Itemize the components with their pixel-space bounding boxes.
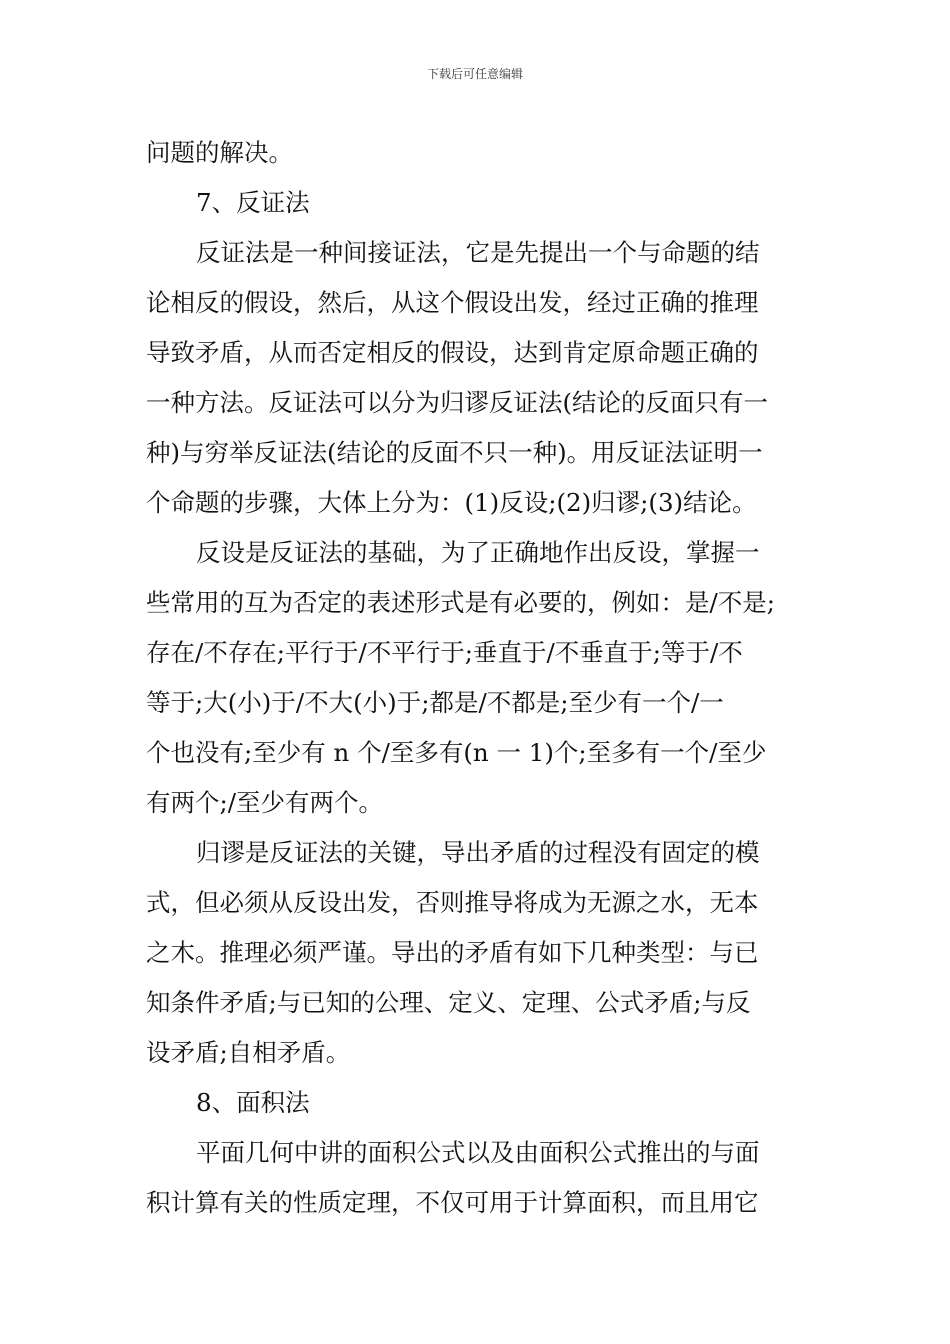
page-header: 下载后可任意编辑 [426, 67, 523, 81]
text-line: 有两个;/至少有两个。 [146, 788, 384, 817]
text-line: 个也没有;至少有 n 个/至多有(n 一 1)个;至多有一个/至少 [146, 738, 767, 767]
text-line: 等于;大(小)于/不大(小)于;都是/不都是;至少有一个/一 [146, 688, 724, 717]
text-line: 种)与穷举反证法(结论的反面不只一种)。用反证法证明一 [146, 438, 763, 467]
section-heading: 8、面积法 [196, 1088, 310, 1117]
text-line: 式，但必须从反设出发，否则推导将成为无源之水，无本 [146, 888, 759, 917]
text-line: 设矛盾;自相矛盾。 [146, 1038, 351, 1067]
text-line: 问题的解决。 [146, 138, 293, 167]
text-line: 个命题的步骤，大体上分为：(1)反设;(2)归谬;(3)结论。 [146, 488, 757, 517]
text-line: 之木。推理必须严谨。导出的矛盾有如下几种类型：与已 [146, 938, 759, 967]
text-line: 些常用的互为否定的表述形式是有必要的，例如：是/不是; [146, 588, 776, 617]
text-line: 归谬是反证法的关键，导出矛盾的过程没有固定的模 [196, 838, 760, 867]
text-line: 论相反的假设，然后，从这个假设出发，经过正确的推理 [146, 288, 759, 317]
text-line: 导致矛盾，从而否定相反的假设，达到肯定原命题正确的 [146, 338, 759, 367]
text-line: 知条件矛盾;与已知的公理、定义、定理、公式矛盾;与反 [146, 988, 751, 1017]
section-heading: 7、反证法 [196, 188, 310, 217]
text-line: 一种方法。反证法可以分为归谬反证法(结论的反面只有一 [146, 388, 769, 417]
text-line: 存在/不存在;平行于/不平行于;垂直于/不垂直于;等于/不 [146, 638, 743, 667]
text-line: 反证法是一种间接证法，它是先提出一个与命题的结 [196, 238, 760, 267]
text-line: 平面几何中讲的面积公式以及由面积公式推出的与面 [196, 1138, 760, 1167]
document-body [146, 128, 808, 1228]
text-line: 反设是反证法的基础，为了正确地作出反设，掌握一 [196, 538, 760, 567]
text-line: 积计算有关的性质定理，不仅可用于计算面积，而且用它 [146, 1188, 759, 1217]
